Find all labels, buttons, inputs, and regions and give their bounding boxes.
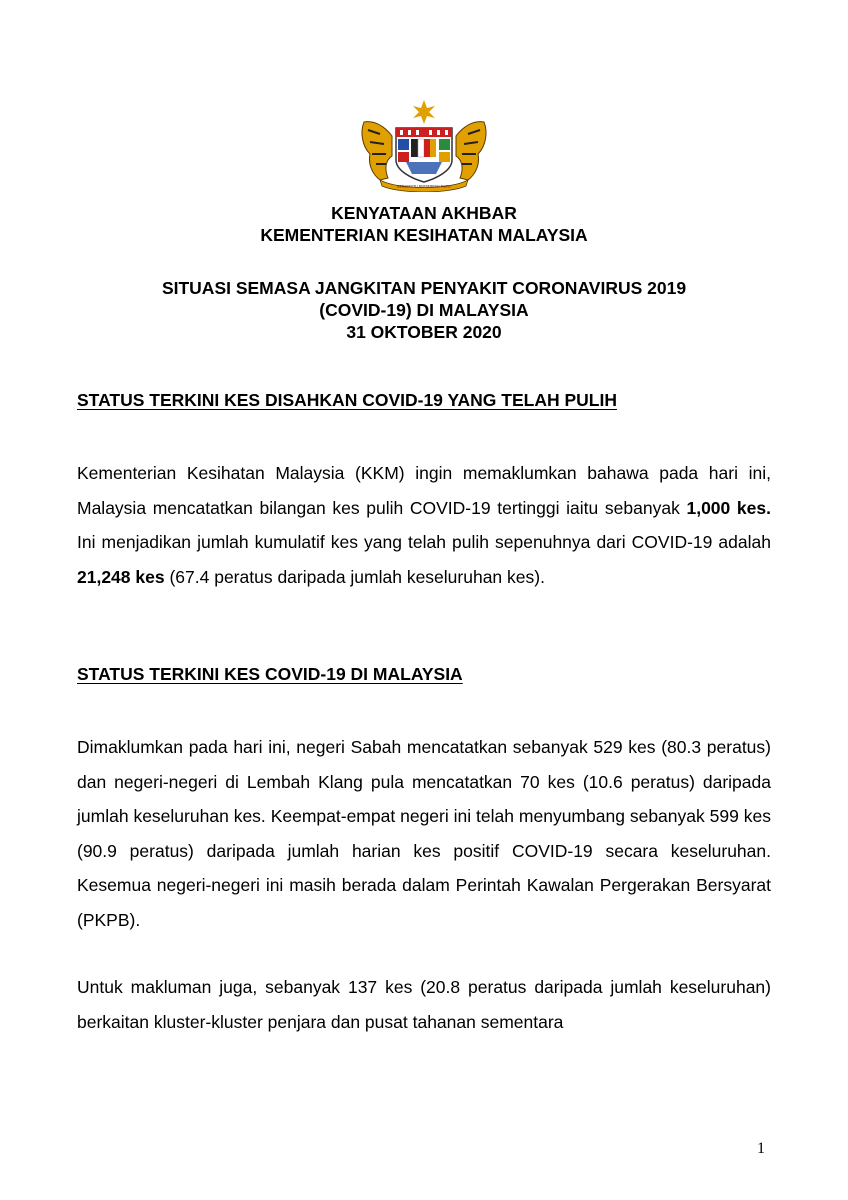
p1-daily-recovered: 1,000 kes. (686, 497, 771, 518)
shield-panel-green (439, 139, 450, 150)
shield-panel-black (411, 139, 418, 157)
section-status-title: STATUS TERKINI KES COVID-19 DI MALAYSIA (77, 664, 463, 684)
shield-panel-blue (398, 139, 409, 150)
shield-bottom-panel (406, 162, 442, 174)
right-tiger-shape (456, 122, 486, 180)
press-release-header (0, 202, 848, 246)
subject-line-2: (COVID-19) DI MALAYSIA (319, 300, 529, 320)
kris-mark (445, 130, 448, 135)
paragraph-recovered (77, 456, 771, 594)
page-number: 1 (757, 1140, 765, 1157)
kris-mark (437, 130, 440, 135)
coat-of-arms-icon (358, 98, 490, 192)
shield-panel-red-left (398, 152, 409, 162)
header-ministry: KEMENTERIAN KESIHATAN MALAYSIA (260, 225, 588, 245)
subject-line-1: SITUASI SEMASA JANGKITAN PENYAKIT CORONAVIRUS 2019 (161, 278, 687, 298)
section-recovered-title: STATUS TERKINI KES DISAHKAN COVID-19 YANG TELAH PULIH (77, 390, 617, 410)
shield-panel-yellow (430, 139, 436, 157)
p1-text-a: Kementerian Kesihatan Malaysia (KKM) ingin memaklumkan bahawa pada hari ini, Malaysia mencatatkan bilangan kes pulih COVID-19 tertinggi iaitu sebanyak (77, 463, 771, 518)
kris-mark (400, 130, 403, 135)
shield-panel-yellow-right (439, 152, 450, 162)
star-shape (413, 100, 435, 124)
kris-mark (416, 130, 419, 135)
shield-top-band (396, 128, 452, 137)
p1-text-c: Ini menjadikan jumlah kumulatif kes yang telah pulih sepenuhnya dari COVID-19 adalah (77, 532, 771, 553)
paragraph-states: Dimaklumkan pada hari ini, negeri Sabah mencatatkan sebanyak 529 kes (80.3 peratus) dan negeri-negeri di Lembah Klang pula mencatatkan 70 kes (10.6 peratus) daripada jumlah keseluruhan kes. Keempat-empat negeri ini telah menyumbang sebanyak 599 kes (90.9 peratus) daripada jumlah harian kes positif COVID-19 secara keseluruhan. Kesemua negeri-negeri ini masih berada dalam Perintah Kawalan Pergerakan Bersyarat (PKPB). (77, 737, 771, 930)
shield-panel-white (418, 139, 424, 157)
header-title: KENYATAAN AKHBAR (331, 203, 517, 223)
coat-of-arms-graphic (358, 98, 490, 192)
left-tiger-shape (362, 122, 392, 180)
p1-cumulative-recovered: 21,248 kes (77, 566, 165, 587)
p1-text-e: (67.4 peratus daripada jumlah keseluruhan kes). (164, 566, 545, 587)
kris-mark (429, 130, 432, 135)
subject-date: 31 OKTOBER 2020 (346, 322, 502, 342)
paragraph-prison-clusters: Untuk makluman juga, sebanyak 137 kes (20.8 peratus daripada jumlah keseluruhan) berkaitan kluster-kluster penjara dan pusat tahanan sementara (77, 977, 771, 1032)
subject-block (0, 277, 848, 343)
motto-text: BERSEKUTU BERTAMBAH MUTU (397, 184, 451, 189)
kris-mark (408, 130, 411, 135)
shield-panel-red (424, 139, 430, 157)
